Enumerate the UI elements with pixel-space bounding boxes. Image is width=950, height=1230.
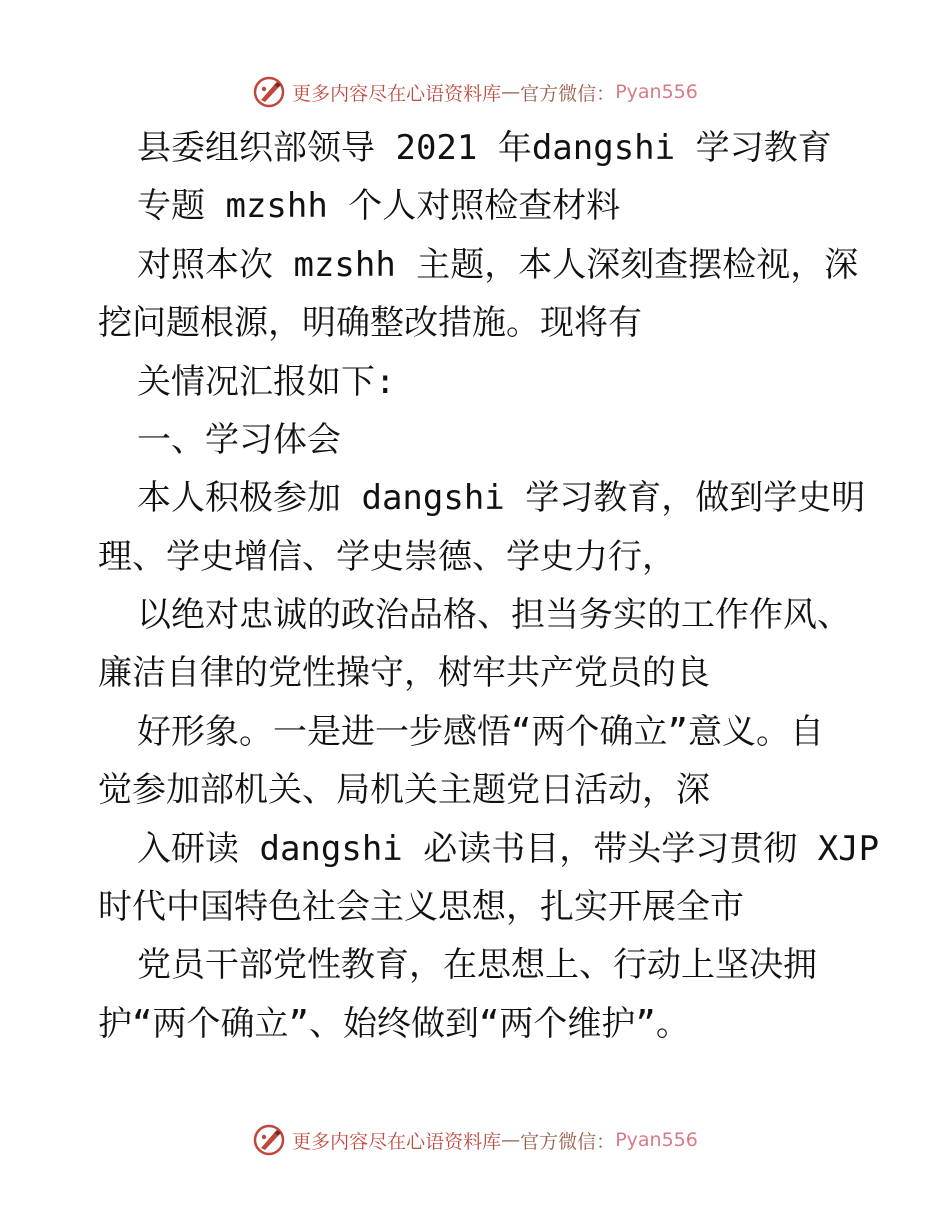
banner-wechat-id: Pyan556 (615, 1129, 698, 1151)
pen-seal-logo-icon (252, 1123, 286, 1157)
paragraph-line: 时代中国特色社会主义思想，扎实开展全市 (98, 887, 744, 927)
header-banner (0, 72, 950, 112)
banner-wechat-id: Pyan556 (615, 81, 698, 103)
paragraph-line: 理、学史增信、学史崇德、学史力行， (98, 537, 676, 577)
paragraph-line: 入研读 dangshi 必读书目，带头学习贯彻 XJP (137, 829, 880, 869)
paragraph-line: 觉参加部机关、局机关主题党日活动，深 (98, 770, 710, 810)
paragraph-line: 党员干部党性教育，在思想上、行动上坚决拥 (137, 945, 817, 985)
paragraph-line: 对照本次 mzshh 主题，本人深刻查摆检视，深 (137, 245, 859, 285)
section-heading: 一、学习体会 (137, 420, 341, 460)
paragraph-line: 好形象。一是进一步感悟“两个确立”意义。自 (137, 712, 824, 752)
paragraph-line: 廉洁自律的党性操守，树牢共产党员的良 (98, 653, 710, 693)
footer-banner (0, 1120, 950, 1160)
title-line-1: 县委组织部领导 2021 年dangshi 学习教育 (137, 128, 832, 168)
pen-seal-logo-icon (252, 75, 286, 109)
paragraph-line: 挖问题根源，明确整改措施。现将有 (98, 303, 642, 343)
banner-text: 更多内容尽在心语资料库 (292, 82, 502, 105)
paragraph-line: 关情况汇报如下: (137, 362, 396, 402)
banner-dash: — (501, 81, 521, 103)
paragraph-line: 护“两个确立”、始终做到“两个维护”。 (98, 1004, 690, 1044)
banner-official-label: 官方微信： (520, 82, 616, 105)
banner-official-label: 官方微信： (520, 1130, 616, 1153)
title-line-2: 专题 mzshh 个人对照检查材料 (137, 186, 621, 226)
banner-text: 更多内容尽在心语资料库 (292, 1130, 502, 1153)
paragraph-line: 以绝对忠诚的政治品格、担当务实的工作作风、 (137, 595, 851, 635)
banner-dash: — (501, 1129, 521, 1151)
paragraph-line: 本人积极参加 dangshi 学习教育，做到学史明 (137, 478, 866, 518)
